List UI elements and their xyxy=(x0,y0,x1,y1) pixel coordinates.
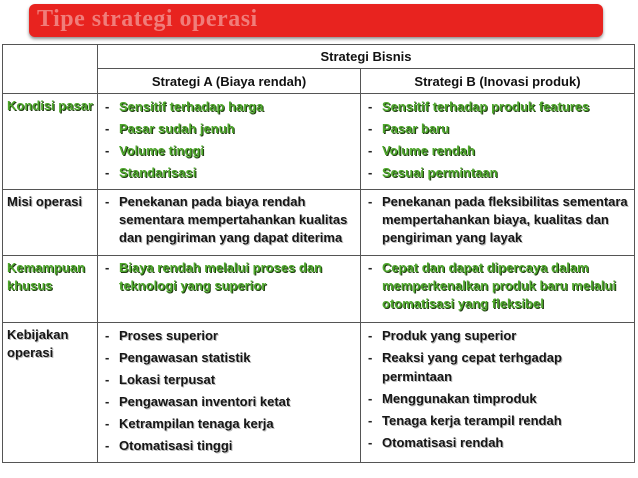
cell-b-misi-operasi xyxy=(361,190,635,256)
list-item: - Sensitif terhadap produk features xyxy=(365,97,630,116)
list-item: - Pasar baru xyxy=(365,119,630,138)
header-strategi-bisnis: Strategi Bisnis xyxy=(98,45,635,69)
row-label-kebijakan-operasi: Kebijakan operasi xyxy=(3,323,98,463)
list-item: - Tenaga kerja terampil rendah xyxy=(365,411,630,430)
list-item: - Sensitif terhadap harga xyxy=(102,97,356,116)
list-item: - Pengawasan inventori ketat xyxy=(102,392,356,411)
list-item: - Cepat dan dapat dipercaya dalam memperkenalkan produk baru melalui otomatisasi yang fleksibel xyxy=(365,259,630,313)
table-row xyxy=(3,323,635,463)
list-item: - Otomatisasi tinggi xyxy=(102,436,356,455)
list-item: - Volume tinggi xyxy=(102,141,356,160)
list-item: - Biaya rendah melalui proses dan teknologi yang superior xyxy=(102,259,356,295)
table-row xyxy=(3,190,635,256)
cell-a-kemampuan-khusus xyxy=(98,256,361,323)
list-item: - Ketrampilan tenaga kerja xyxy=(102,414,356,433)
list-item: - Standarisasi xyxy=(102,163,356,182)
cell-a-kondisi-pasar xyxy=(98,94,361,190)
cell-b-kondisi-pasar xyxy=(361,94,635,190)
cell-b-kemampuan-khusus xyxy=(361,256,635,323)
table-header-row xyxy=(3,45,635,69)
strategy-table xyxy=(2,44,635,463)
list-item: - Produk yang superior xyxy=(365,326,630,345)
list-item: - Pasar sudah jenuh xyxy=(102,119,356,138)
list-item: - Proses superior xyxy=(102,326,356,345)
header-strategi-b: Strategi B (Inovasi produk) xyxy=(361,69,635,94)
empty-corner-cell xyxy=(3,45,98,94)
list-item: - Sesuai permintaan xyxy=(365,163,630,182)
table-row xyxy=(3,94,635,190)
list-item: - Reaksi yang cepat terhgadap permintaan xyxy=(365,348,630,386)
cell-a-misi-operasi xyxy=(98,190,361,256)
list-item: - Penekanan pada biaya rendah sementara mempertahankan kualitas dan pengiriman yang dapat diterima xyxy=(102,193,356,247)
list-item: - Penekanan pada fleksibilitas sementara mempertahankan biaya, kualitas dan pengiriman yang layak xyxy=(365,193,630,247)
title-banner xyxy=(29,4,603,37)
row-label-kondisi-pasar: Kondisi pasar xyxy=(3,94,98,190)
row-label-misi-operasi: Misi operasi xyxy=(3,190,98,256)
list-item: - Otomatisasi rendah xyxy=(365,433,630,452)
list-item: - Volume rendah xyxy=(365,141,630,160)
table-subheader-row xyxy=(3,69,635,94)
list-item: - Lokasi terpusat xyxy=(102,370,356,389)
list-item: - Pengawasan statistik xyxy=(102,348,356,367)
header-strategi-a: Strategi A (Biaya rendah) xyxy=(98,69,361,94)
list-item: - Menggunakan timproduk xyxy=(365,389,630,408)
cell-b-kebijakan-operasi xyxy=(361,323,635,463)
cell-a-kebijakan-operasi xyxy=(98,323,361,463)
slide-title: Tipe strategi operasi xyxy=(37,6,258,32)
row-label-kemampuan-khusus: Kemampuan khusus xyxy=(3,256,98,323)
table-row xyxy=(3,256,635,323)
